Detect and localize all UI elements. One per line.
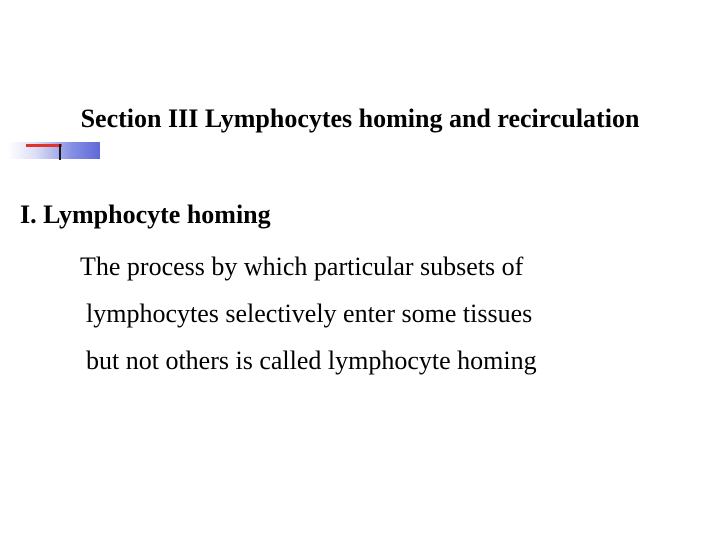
slide-title: Section III Lymphocytes homing and recirculation <box>80 104 640 133</box>
title-tick-mark <box>59 144 61 160</box>
body-text-line: The process by which particular subsets of <box>80 252 524 281</box>
title-red-accent-line <box>26 144 62 147</box>
body-text-line: but not others is called lymphocyte homing <box>86 346 537 375</box>
section-heading: I. Lymphocyte homing <box>20 200 271 229</box>
title-decoration-bar <box>8 142 100 159</box>
body-text-line: lymphocytes selectively enter some tissues <box>86 299 533 328</box>
